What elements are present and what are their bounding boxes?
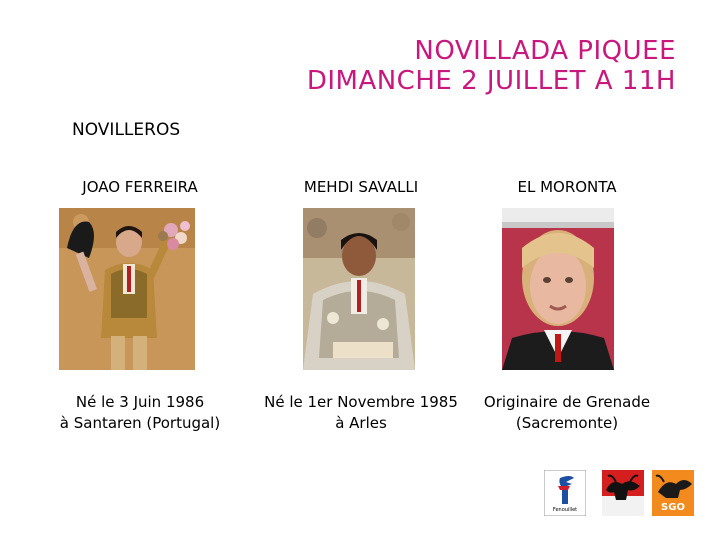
novillero-photo (59, 208, 195, 370)
novillero-caption (452, 392, 682, 434)
novillero-name: EL MORONTA (517, 178, 617, 196)
caption-place: à Arles (335, 414, 387, 432)
event-title (307, 36, 676, 96)
novillero-name: JOAO FERREIRA (82, 178, 198, 196)
caption-birth: Né le 3 Juin 1986 (75, 393, 205, 411)
caption-origin: Originaire de Grenade (483, 393, 651, 411)
novillero-card-moronta (452, 176, 682, 432)
novillero-caption (25, 392, 255, 434)
section-heading: NOVILLEROS (72, 120, 181, 140)
novillero-card-ferreira (25, 176, 255, 432)
fenouillet-logo (544, 470, 586, 516)
novillero-photo (303, 208, 415, 370)
caption-origin-detail: (Sacremonte) (515, 414, 619, 432)
sgo-logo-text: SGO (661, 502, 685, 513)
event-title-line2: DIMANCHE 2 JUILLET A 11H (306, 66, 676, 96)
novillero-photo (502, 208, 614, 370)
caption-birth: Né le 1er Novembre 1985 (264, 393, 458, 411)
event-title-line1: NOVILLADA PIQUEE (414, 36, 676, 66)
sgo-logo (652, 470, 694, 516)
bull-logo (602, 470, 644, 516)
fenouillet-logo-text: Fenouillet (552, 507, 578, 513)
caption-place: à Santaren (Portugal) (59, 414, 221, 432)
novillero-card-savalli (246, 176, 476, 432)
novillero-caption (246, 392, 476, 434)
novillero-name: MEHDI SAVALLI (303, 178, 419, 196)
